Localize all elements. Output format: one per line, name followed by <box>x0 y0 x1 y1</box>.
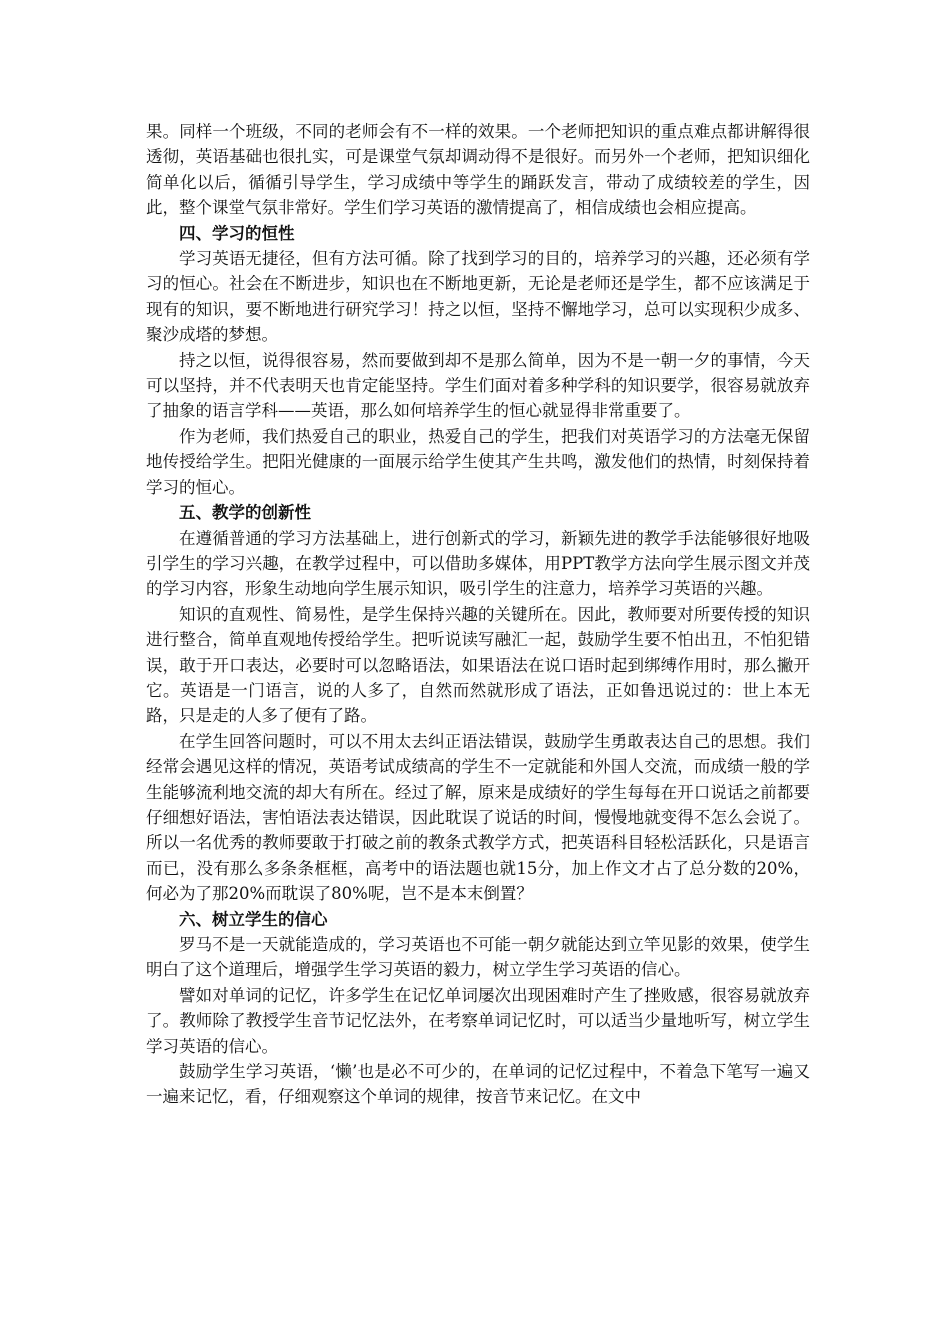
paragraph: 譬如对单词的记忆，许多学生在记忆单词屡次出现困难时产生了挫败感，很容易就放弃了。教师除了教授学生音节记忆法外，在考察单词记忆时，可以适当少量地听写，树立学生学习英语的信心。 <box>146 985 810 1056</box>
paragraph: 罗马不是一天就能造成的，学习英语也不可能一朝夕就能达到立竿见影的效果，使学生明白了这个道理后，增强学生学习英语的毅力，树立学生学习英语的信心。 <box>146 935 810 980</box>
paragraph: 知识的直观性、简易性，是学生保持兴趣的关键所在。因此，教师要对所要传授的知识进行整合，简单直观地传授给学生。把听说读写融汇一起，鼓励学生要不怕出丑，不怕犯错误，敢于开口表达，必要时可以忽略语法，如果语法在说口语时起到绑缚作用时，那么撇开它。英语是一门语言，说的人多了，自然而然就形成了语法，正如鲁迅说过的：世上本无路，只是走的人多了便有了路。 <box>146 604 810 726</box>
section-heading-perseverance: 四、学习的恒性 <box>179 223 295 243</box>
paragraph: 在遵循普通的学习方法基础上，进行创新式的学习，新颖先进的教学手法能够很好地吸引学生的学习兴趣，在教学过程中，可以借助多媒体，用PPT教学方法向学生展示图文并茂的学习内容，形象生动地向学生展示知识，吸引学生的注意力，培养学习英语的兴趣。 <box>146 528 810 599</box>
section-heading-confidence: 六、树立学生的信心 <box>179 909 328 929</box>
paragraph: 鼓励学生学习英语，‘懒’也是必不可少的，在单词的记忆过程中，不着急下笔写一遍又一遍来记忆，看，仔细观察这个单词的规律，按音节来记忆。在文中 <box>146 1062 810 1107</box>
paragraph: 学习英语无捷径，但有方法可循。除了找到学习的目的，培养学习的兴趣，还必须有学习的恒心。社会在不断进步，知识也在不断地更新，无论是老师还是学生，都不应该满足于现有的知识，要不断地进行研究学习！持之以恒，坚持不懈地学习，总可以实现积少成多、聚沙成塔的梦想。 <box>146 249 810 345</box>
paragraph: 作为老师，我们热爱自己的职业，热爱自己的学生，把我们对英语学习的方法毫无保留地传授给学生。把阳光健康的一面展示给学生使其产生共鸣，激发他们的热情，时刻保持着学习的恒心。 <box>146 426 810 497</box>
paragraph: 在学生回答问题时，可以不用太去纠正语法错误，鼓励学生勇敢表达自己的思想。我们经常会遇见这样的情况，英语考试成绩高的学生不一定就能和外国人交流，而成绩一般的学生能够流利地交流的却大有所在。经过了解，原来是成绩好的学生每每在开口说话之前都要仔细想好语法，害怕语法表达错误，因此耽误了说话的时间，慢慢地就变得不怎么会说了。所以一名优秀的教师要敢于打破之前的教条式教学方式，把英语科目轻松活跃化，只是语言而已，没有那么多条条框框，高考中的语法题也就15分，加上作文才占了总分数的20%，何必为了那20%而耽误了80%呢，岂不是本末倒置？ <box>146 731 810 904</box>
paragraph: 持之以恒，说得很容易，然而要做到却不是那么简单，因为不是一朝一夕的事情，今天可以坚持，并不代表明天也肯定能坚持。学生们面对着多种学科的知识要学，很容易就放弃了抽象的语言学科——英语，那么如何培养学生的恒心就显得非常重要了。 <box>146 350 810 421</box>
document-page <box>146 119 810 1110</box>
section-heading-innovation: 五、教学的创新性 <box>179 503 311 523</box>
opening-paragraph: 果。同样一个班级，不同的老师会有不一样的效果。一个老师把知识的重点难点都讲解得很透彻，英语基础也很扎实，可是课堂气氛却调动得不是很好。而另外一个老师，把知识细化简单化以后，循循引导学生，学习成绩中等学生的踊跃发言，带动了成绩较差的学生，因此，整个课堂气氛非常好。学生们学习英语的激情提高了，相信成绩也会相应提高。 <box>146 122 810 218</box>
